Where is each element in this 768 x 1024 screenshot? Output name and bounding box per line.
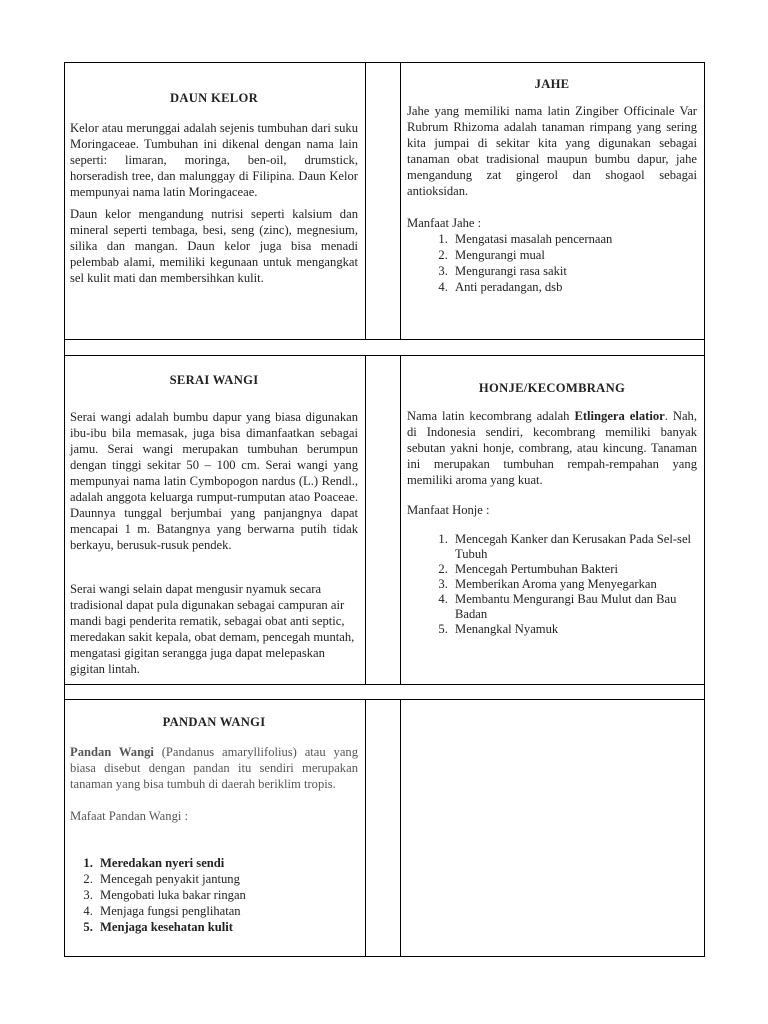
pandan-wangi-paragraph-rest: (Pandanus amaryllifolius) atau yang biasa disebut dengan pandan itu sendiri merupakan tanaman yang bisa tumbuh di daerah beriklim tropis. [70,745,359,791]
honje-title: HONJE/KECOMBRANG [478,381,626,395]
pandan-wangi-paragraph [70,744,358,792]
jahe-manfaat-label: Manfaat Jahe : [407,216,482,230]
jahe-manfaat-list [407,231,697,295]
list-item: 2. Mencegah penyakit jantung [96,871,358,887]
list-item: 2. Mengurangi mual [451,247,697,263]
daun-kelor-title: DAUN KELOR [169,91,258,105]
pandan-wangi-name: Pandan Wangi [70,745,154,759]
column-divider [400,63,401,339]
pandan-wangi-title: PANDAN WANGI [162,715,266,729]
daun-kelor-cell [70,90,358,286]
honje-paragraph [407,408,697,488]
list-item: 4. Anti peradangan, dsb [451,279,697,295]
jahe-paragraph: Jahe yang memiliki nama latin Zingiber Officinale Var Rubrum Rhizoma adalah tanaman rimpang yang sering kita jumpai di sekitar kita yang digunakan sebagai tanaman obat tradisional maupun bumbu dapur, jahe mengandung zat gingerol dan shogaol sebagai antioksidan. [407,104,697,198]
honje-paragraph-pre: Nama latin kecombrang adalah [407,409,575,423]
list-item: 1. Meredakan nyeri sendi [96,855,358,871]
serai-wangi-paragraph-2: Serai wangi selain dapat mengusir nyamuk secara tradisional dapat pula digunakan sebagai campuran air mandi bagi penderita rematik, sebagai obat anti septic, meredakan sakit kepala, obat demam, pencegah muntah, mengatasi gigitan serangga juga dapat melepaskan gigitan lintah. [70,582,355,676]
list-item: 4. Menjaga fungsi penglihatan [96,903,358,919]
jahe-title: JAHE [534,77,570,91]
list-item: 3. Memberikan Aroma yang Menyegarkan [451,577,695,592]
column-divider [400,699,401,957]
daun-kelor-paragraph-1: Kelor atau merunggai adalah sejenis tumbuhan dari suku Moringaceae. Tumbuhan ini dikenal dengan nama lain seperti: limaran, moringa, ben-oil, drumstick, horseradish tree, dan malunggay di Filipina. Daun Kelor mempunyai nama latin Moringaceae. [70,121,358,199]
content-table [64,62,705,957]
serai-wangi-cell [70,372,358,677]
daun-kelor-paragraph-2: Daun kelor mengandung nutrisi seperti kalsium dan mineral seperti tembaga, besi, seng (zinc), megnesium, silika dan mangan. Daun kelor juga bisa menadi pelembab alami, memiliki kegunaan untuk mengangkat sel kulit mati dan membersihkan kulit. [70,207,358,285]
list-item: 1. Mengatasi masalah pencernaan [451,231,697,247]
row-divider [65,355,704,356]
honje-paragraph-post: . Nah, di Indonesia sendiri, kecombrang memiliki banyak sebutan yakni honje, combrang, atau kincung. Tanaman ini merupakan tumbuhan rempah-rempahan yang memiliki aroma yang kuat. [407,409,697,487]
row-divider [65,699,704,700]
column-divider [365,699,366,957]
row-divider [65,339,704,340]
list-item: 3. Mengobati luka bakar ringan [96,887,358,903]
serai-wangi-paragraph-1: Serai wangi adalah bumbu dapur yang biasa digunakan ibu-ibu bila memasak, juga bisa dimanfaatkan sebagai jamu. Serai wangi merupakan tumbuhan berumpun dengan tinggi sekitar 50 – 100 cm. Serai wangi yang mempunyai nama latin Cymbopogon nardus (L.) Rendl., adalah anggota keluarga rumput-rumputan atao Poaceae. Daunnya tunggal berjumbai yang panjangnya dapat mencapai 1 m. Batangnya yang berwarna putih tidak berkayu, berusuk-rusuk pendek. [70,410,358,552]
pandan-wangi-manfaat-label: Mafaat Pandan Wangi : [70,809,189,823]
column-divider [365,63,366,339]
list-item: 3. Mengurangi rasa sakit [451,263,697,279]
row-divider [65,684,704,685]
list-item: 4. Membantu Mengurangi Bau Mulut dan Bau Badan [451,592,695,622]
list-item: 1. Mencegah Kanker dan Kerusakan Pada Sel-sel Tubuh [451,532,695,562]
list-item: 2. Mencegah Pertumbuhan Bakteri [451,562,695,577]
pandan-wangi-manfaat-list [70,855,358,935]
list-item: 5. Menjaga kesehatan kulit [96,919,358,935]
serai-wangi-title: SERAI WANGI [169,373,259,387]
pandan-wangi-cell [70,714,358,935]
honje-latin-name: Etlingera elatior [574,409,665,423]
list-item: 5. Menangkal Nyamuk [451,622,695,637]
jahe-cell [407,76,697,295]
column-divider [400,355,401,684]
honje-cell [407,380,697,637]
honje-manfaat-label: Manfaat Honje : [407,503,490,517]
honje-manfaat-list [407,532,697,637]
column-divider [365,355,366,684]
